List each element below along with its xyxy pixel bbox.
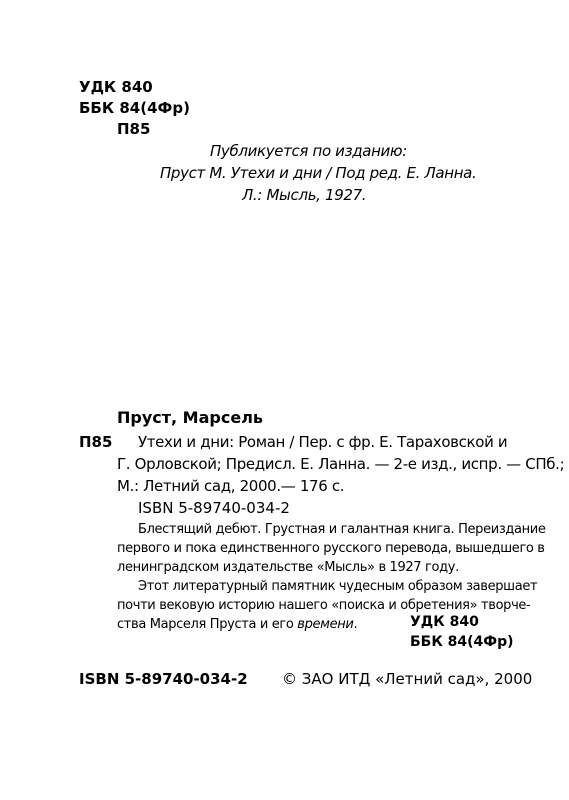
annotation-line-6 (117, 617, 357, 632)
footer-isbn: ISBN 5-89740-034-2 (79, 670, 248, 688)
annotation-line-1: Блестящий дебют. Грустная и галантная книга. Переиздание (138, 522, 546, 537)
bbk-code: ББК 84(4Фр) (79, 99, 190, 117)
catalog-isbn: ISBN 5-89740-034-2 (138, 499, 290, 517)
annotation-line-2: первого и пока единственного русского перевода, вышедшего в (117, 541, 545, 556)
footer-copyright: © ЗАО ИТД «Летний сад», 2000 (282, 670, 533, 688)
annotation-emphasis: времени (297, 617, 354, 632)
source-note-line-1: Публикуется по изданию: (210, 142, 407, 160)
author-mark: П85 (117, 120, 151, 138)
catalog-author: Пруст, Марсель (117, 408, 264, 427)
source-note-line-2: Пруст М. Утехи и дни / Под ред. Е. Ланна. (160, 164, 477, 182)
annotation-line-5: почти вековую историю нашего «поиска и обретения» творче- (117, 598, 531, 613)
catalog-bbk: ББК 84(4Фр) (410, 634, 514, 650)
annotation-line-4: Этот литературный памятник чудесным образом завершает (138, 579, 538, 594)
annotation-line-6-text: ства Марселя Пруста и его (117, 617, 298, 632)
catalog-udk: УДК 840 (410, 614, 479, 630)
bibliographic-line-3: М.: Летний сад, 2000.— 176 с. (117, 477, 345, 495)
bibliographic-line-1: Утехи и дни: Роман / Пер. с фр. Е. Тараховской и (138, 433, 508, 451)
annotation-end: . (353, 617, 358, 632)
annotation-line-3: ленинградском издательстве «Мысль» в 1927 году. (117, 560, 459, 575)
udk-code: УДК 840 (79, 78, 153, 96)
source-note-line-3: Л.: Мысль, 1927. (242, 186, 367, 204)
catalog-author-mark: П85 (79, 433, 113, 451)
bibliographic-line-2: Г. Орловской; Предисл. Е. Ланна. — 2-е изд., испр. — СПб.; (117, 455, 565, 473)
